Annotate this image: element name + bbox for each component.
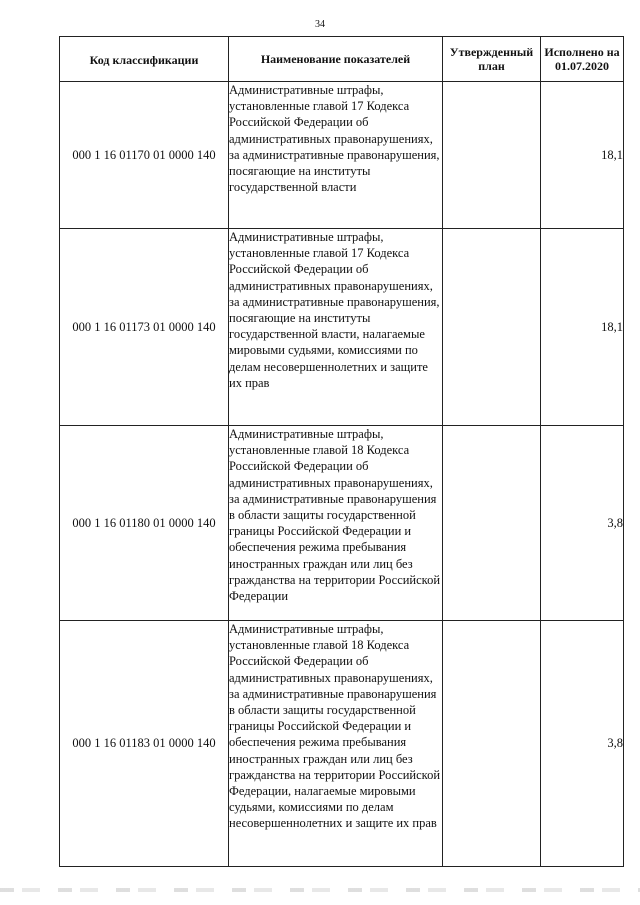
row-plan	[443, 621, 541, 867]
row-name: Административные штрафы, установленные главой 17 Кодекса Российской Федерации об административных правонарушениях, за административные правонарушения, посягающие на институты государственной власти, налагаемые мировыми судьями, комиссиями по делам несовершеннолетних и защите их прав	[229, 229, 443, 426]
header-plan: Утвержденный план	[443, 37, 541, 82]
row-done: 3,8	[541, 426, 624, 621]
row-plan	[443, 426, 541, 621]
row-name: Административные штрафы, установленные главой 17 Кодекса Российской Федерации об административных правонарушениях, за административные правонарушения, посягающие на институты государственной власти	[229, 82, 443, 229]
budget-table	[59, 36, 624, 867]
row-name: Административные штрафы, установленные главой 18 Кодекса Российской Федерации об административных правонарушениях, за административные правонарушения в области защиты государственной границы Российской Федерации и обеспечения режима пребывания иностранных граждан или лиц без гражданства на территории Российской Федерации, налагаемые мировыми судьями, комиссиями по делам несовершеннолетних и защите их прав	[229, 621, 443, 867]
scan-artifact-strip	[0, 888, 640, 892]
table-row	[60, 621, 624, 867]
row-done: 18,1	[541, 229, 624, 426]
header-name: Наименование показателей	[229, 37, 443, 82]
row-done: 18,1	[541, 82, 624, 229]
header-code: Код классификации	[60, 37, 229, 82]
row-name: Административные штрафы, установленные главой 18 Кодекса Российской Федерации об административных правонарушениях, за административные правонарушения в области защиты государственной границы Российской Федерации и обеспечения режима пребывания иностранных граждан или лиц без гражданства на территории Российской Федерации	[229, 426, 443, 621]
table-row	[60, 82, 624, 229]
page-number: 34	[315, 19, 325, 30]
row-plan	[443, 82, 541, 229]
row-plan	[443, 229, 541, 426]
table-row	[60, 229, 624, 426]
row-done: 3,8	[541, 621, 624, 867]
row-code: 000 1 16 01183 01 0000 140	[60, 621, 229, 867]
table-header	[60, 37, 624, 82]
header-done: Исполнено на 01.07.2020	[541, 37, 624, 82]
row-code: 000 1 16 01170 01 0000 140	[60, 82, 229, 229]
row-code: 000 1 16 01180 01 0000 140	[60, 426, 229, 621]
table-row	[60, 426, 624, 621]
row-code: 000 1 16 01173 01 0000 140	[60, 229, 229, 426]
